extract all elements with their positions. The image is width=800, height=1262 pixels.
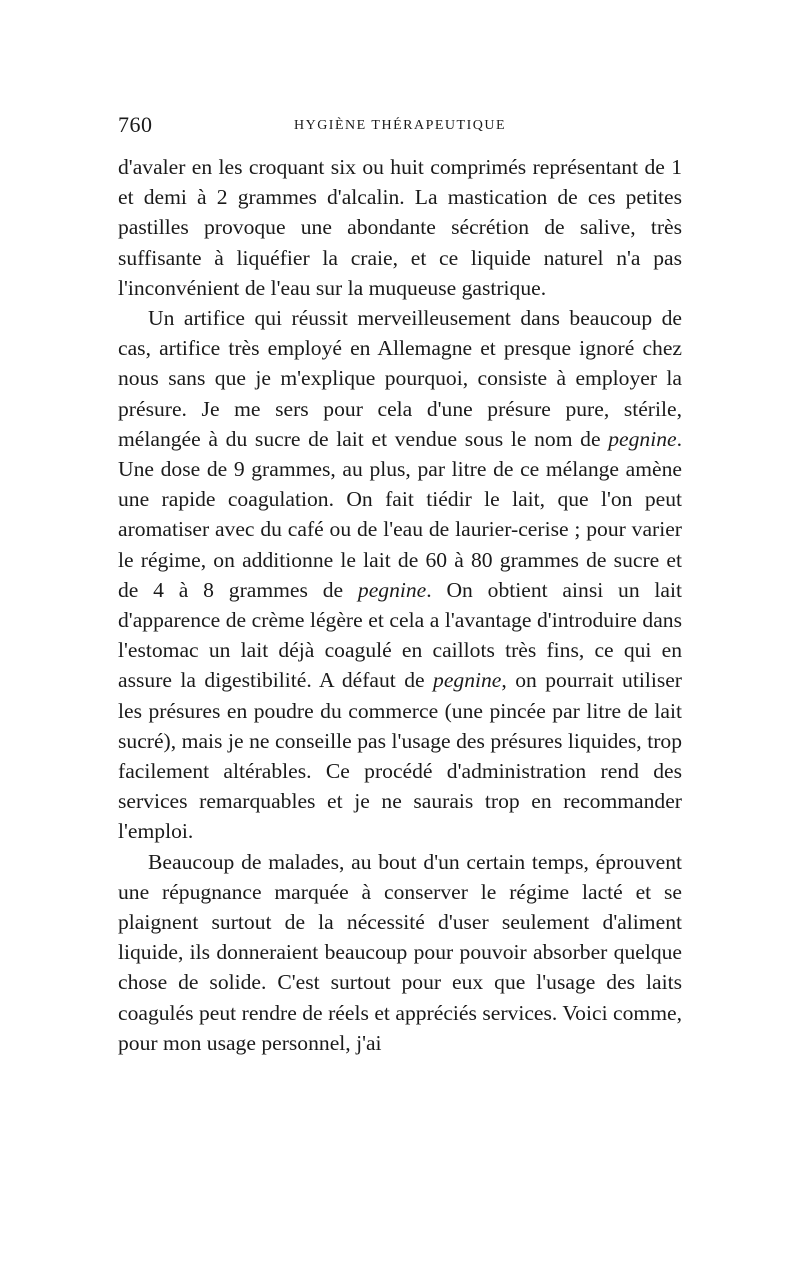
paragraph-3 — [118, 847, 682, 1058]
text-segment: . Une dose de 9 grammes, au plus, par litre de ce mélange amène une rapide coagulation. On fait tiédir le lait, que l'on peut aromatiser avec du café ou de l'eau de laurier-cerise ; pour varier le régime, on additionne le lait de 60 à 80 grammes de sucre et de 4 à 8 grammes de — [118, 426, 682, 602]
page-number: 760 — [118, 112, 153, 137]
text-segment: . On obtient ainsi un lait d'apparence de crème légère et cela a l'avantage d'introduire dans l'estomac un lait déjà coagulé en caillots très fins, ce qui en assure la digestibilité. A défaut de — [118, 577, 682, 693]
body-text — [118, 152, 682, 1058]
paragraph-2 — [118, 303, 682, 847]
page-header — [118, 112, 682, 152]
text-segment: Un artifice qui réussit merveilleusement dans beaucoup de cas, artifice très employé en Allemagne et presque ignoré chez nous sans que je m'explique pourquoi, consiste à employer la présure. Je me sers pour cela d'une présure pure, stérile, mélangée à du sucre de lait et vendue sous le nom de — [118, 306, 682, 451]
paragraph-1 — [118, 152, 682, 303]
italic-term: pegnine — [608, 426, 677, 451]
italic-term: pegnine — [433, 668, 502, 693]
book-page — [118, 112, 682, 1058]
italic-term: pegnine — [357, 577, 427, 602]
text-segment: d'avaler en les croquant six ou huit comprimés représentant de 1 et demi à 2 grammes d'alcalin. La mastication de ces petites pastilles provoque une abondante sécrétion de salive, très suffisante à liquéfier la craie, et ce liquide naturel n'a pas l'inconvénient de l'eau sur la muqueuse gastrique. — [118, 155, 682, 300]
text-segment: , on pourrait utiliser les présures en poudre du commerce (une pincée par litre de lait sucré), mais je ne conseille pas l'usage des présures liquides, trop facilement altérables. Ce procédé d'administration rend des services remarquables et je ne saurais trop en recommander l'emploi. — [118, 668, 682, 844]
running-title: HYGIÈNE THÉRAPEUTIQUE — [293, 118, 507, 133]
text-segment: Beaucoup de malades, au bout d'un certain temps, éprouvent une répugnance marquée à conserver le régime lacté et se plaignent surtout de la nécessité d'user seulement d'aliment liquide, ils donneraient beaucoup pour pouvoir absorber quelque chose de solide. C'est surtout pour eux que l'usage des laits coagulés peut rendre de réels et appréciés services. Voici comme, pour mon usage personnel, j'ai — [118, 849, 682, 1055]
